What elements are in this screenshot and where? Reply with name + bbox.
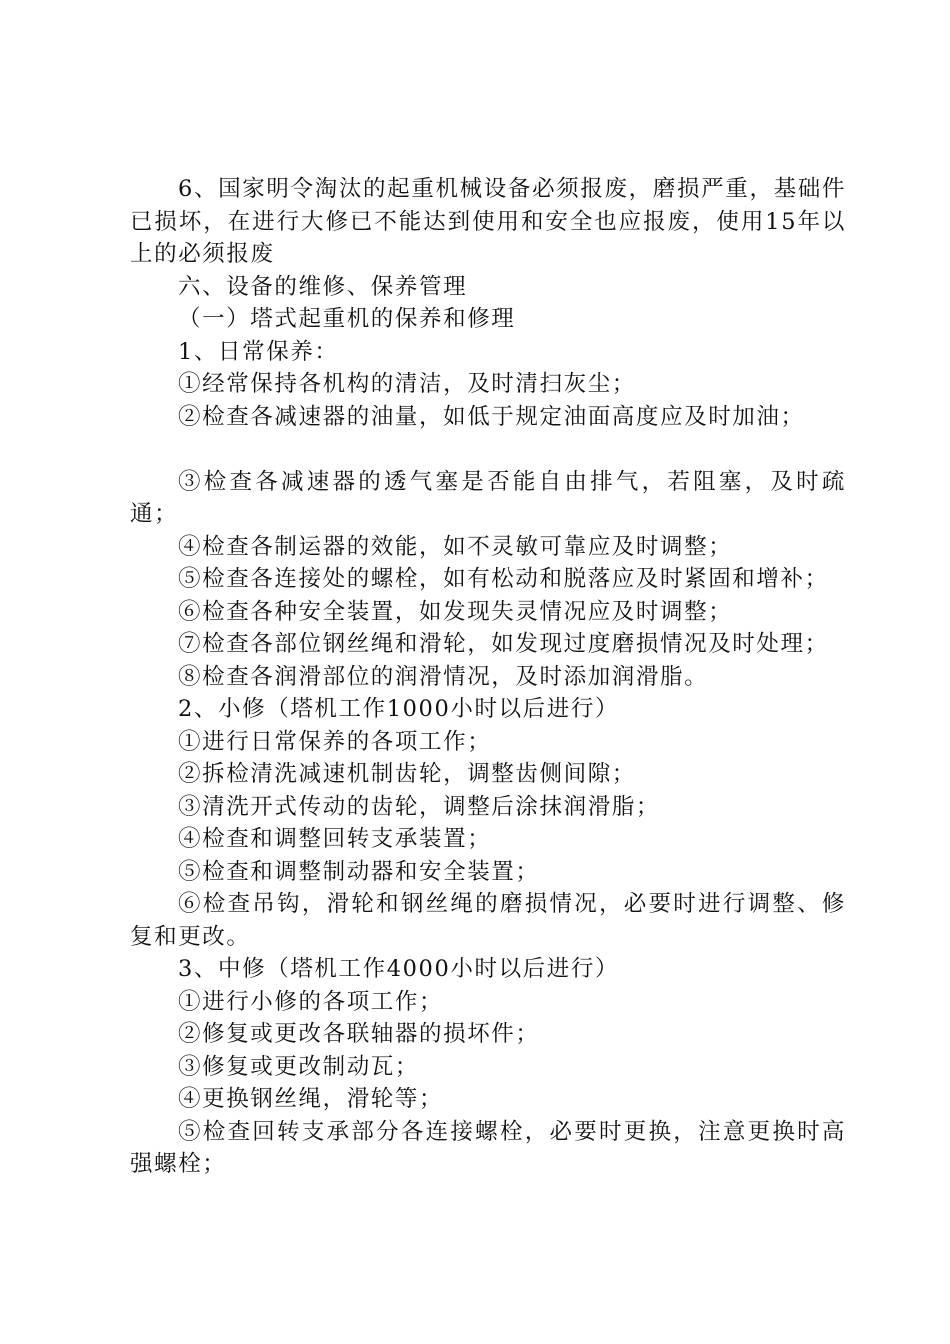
list-item: ④检查和调整回转支承装置； (178, 826, 492, 852)
list-item: ③清洗开式传动的齿轮，调整后涂抹润滑脂； (178, 793, 661, 820)
list-item: ②拆检清洗减速机制齿轮，调整齿侧间隙； (178, 761, 636, 787)
list-item: ⑤检查和调整制动器和安全装置； (178, 858, 540, 885)
heading-minor-repair: 2、小修（塔机工作1000小时以后进行） (178, 696, 620, 722)
list-item: ⑥检查吊钩，滑轮和钢丝绳的磨损情况，必要时进行调整、修复和更改。 (130, 891, 846, 950)
list-item: ⑤检查各连接处的螺栓，如有松动和脱落应及时紧固和增补； (178, 566, 829, 592)
heading-daily-maintenance: 1、日常保养： (178, 338, 339, 365)
list-item: ④更换钢丝绳，滑轮等； (178, 1086, 444, 1112)
list-item: ③修复或更改制动瓦； (178, 1053, 420, 1080)
heading-medium-repair: 3、中修（塔机工作4000小时以后进行） (178, 956, 620, 982)
list-item: ①进行日常保养的各项工作； (178, 728, 492, 755)
list-item: ④检查各制运器的效能，如不灵敏可靠应及时调整； (178, 533, 733, 560)
document-body (130, 173, 846, 1181)
heading-section-6: 六、设备的维修、保养管理 (178, 273, 468, 300)
list-item: ③检查各减速器的透气塞是否能自由排气，若阻塞，及时疏通； (130, 468, 846, 527)
list-item: ⑧检查各润滑部位的润滑情况，及时添加润滑脂。 (178, 663, 709, 690)
list-item: ①经常保持各机构的清洁，及时清扫灰尘； (178, 371, 636, 397)
paragraph-scrap-rule-6: 6、国家明令淘汰的起重机械设备必须报废，磨损严重，基础件已损坏，在进行大修已不能达到使用和安全也应报废，使用15年以上的必须报废 (130, 176, 846, 267)
list-item: ①进行小修的各项工作； (178, 988, 444, 1015)
list-item: ⑦检查各部位钢丝绳和滑轮，如发现过度磨损情况及时处理； (178, 631, 829, 657)
blank-line (130, 433, 846, 466)
list-item: ⑥检查各种安全装置，如发现失灵情况应及时调整； (178, 598, 733, 625)
list-item: ⑤检查回转支承部分各连接螺栓，必要时更换，注意更换时高强螺栓； (130, 1118, 846, 1177)
heading-subsection-1: （一）塔式起重机的保养和修理 (178, 306, 516, 332)
list-item: ②修复或更改各联轴器的损坏件； (178, 1021, 540, 1047)
list-item: ②检查各减速器的油量，如低于规定油面高度应及时加油； (178, 403, 805, 430)
